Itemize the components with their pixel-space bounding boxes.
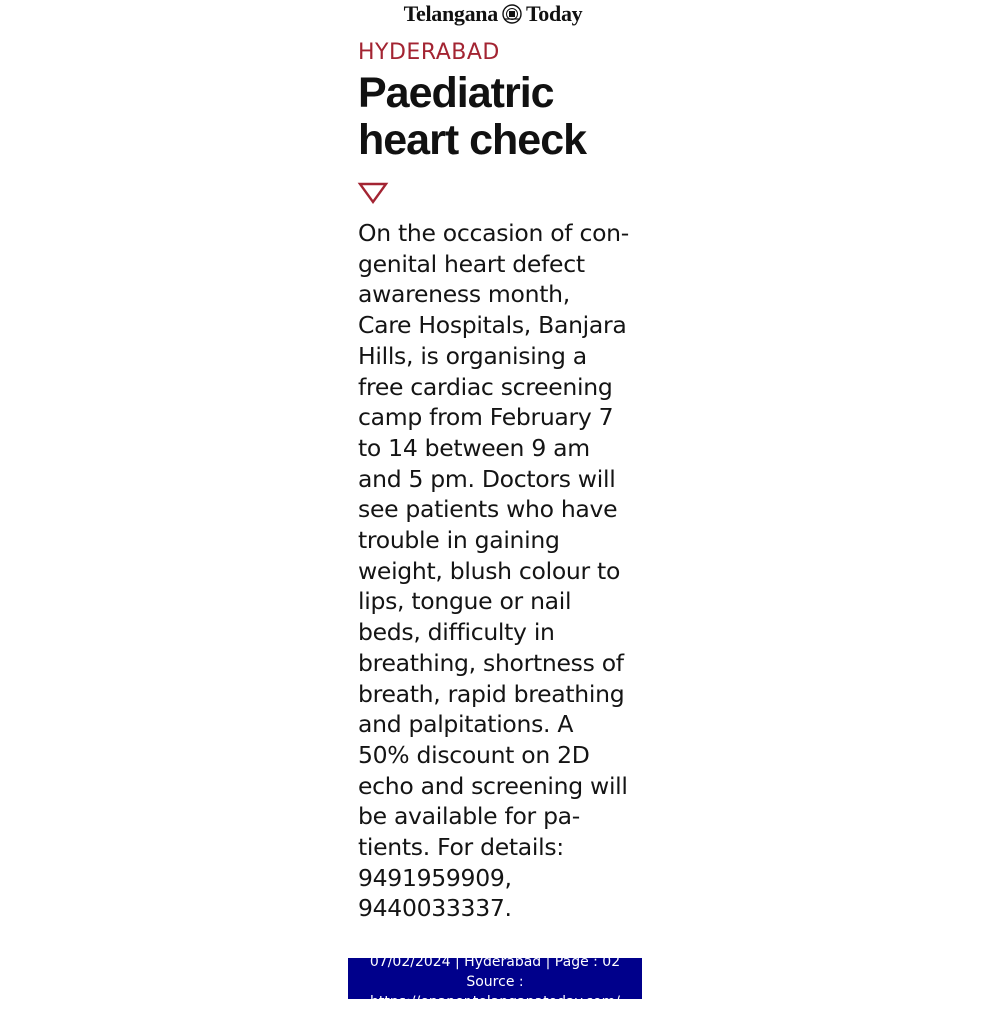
body-line: Care Hospitals, Banjara xyxy=(358,311,627,340)
source-footer xyxy=(348,954,642,1010)
newspaper-emblem-icon xyxy=(501,3,523,25)
down-triangle-icon xyxy=(358,182,388,204)
body-line: genital heart defect xyxy=(358,249,585,278)
article xyxy=(358,38,648,924)
masthead-title-left: Telangana xyxy=(403,1,498,26)
section-label: HYDERABAD xyxy=(358,40,500,65)
masthead-title-right: Today xyxy=(525,1,583,26)
headline xyxy=(358,70,648,164)
body-line: be available for pa- xyxy=(358,802,580,831)
body-line: 50% discount on 2D xyxy=(358,740,590,769)
body-line: trouble in gaining xyxy=(358,526,560,555)
headline-line: Paediatric xyxy=(358,69,554,117)
body-line: beds, difficulty in xyxy=(358,618,555,647)
body-line: breath, rapid breathing xyxy=(358,679,625,708)
footer-source-label: Source : xyxy=(466,974,524,990)
body-line: 9491959909, xyxy=(358,863,512,892)
body-line: tients. For details: xyxy=(358,833,564,862)
body-line: echo and screening will xyxy=(358,771,628,800)
headline-line: heart check xyxy=(358,116,587,164)
body-line: and palpitations. A xyxy=(358,710,574,739)
body-line: to 14 between 9 am xyxy=(358,433,590,462)
body-line: free cardiac screening xyxy=(358,372,613,401)
body-line: 9440033337. xyxy=(358,894,512,923)
body-line: On the occasion of con- xyxy=(358,219,629,247)
body-line: Hills, is organising a xyxy=(358,341,587,370)
body-line: awareness month, xyxy=(358,280,570,309)
footer-source-link[interactable]: https://epaper.telanganatoday.com/ xyxy=(370,994,620,1010)
footer-date-page: 07/02/2024 | Hyderabad | Page : 02 xyxy=(369,954,621,970)
body-line: breathing, shortness of xyxy=(358,648,624,677)
body-line: see patients who have xyxy=(358,495,618,524)
body-line: and 5 pm. Doctors will xyxy=(358,464,616,493)
article-body xyxy=(358,218,648,924)
body-line: weight, blush colour to xyxy=(358,556,621,585)
body-line: lips, tongue or nail xyxy=(358,587,572,616)
body-line: camp from February 7 xyxy=(358,403,614,432)
masthead xyxy=(300,0,686,28)
